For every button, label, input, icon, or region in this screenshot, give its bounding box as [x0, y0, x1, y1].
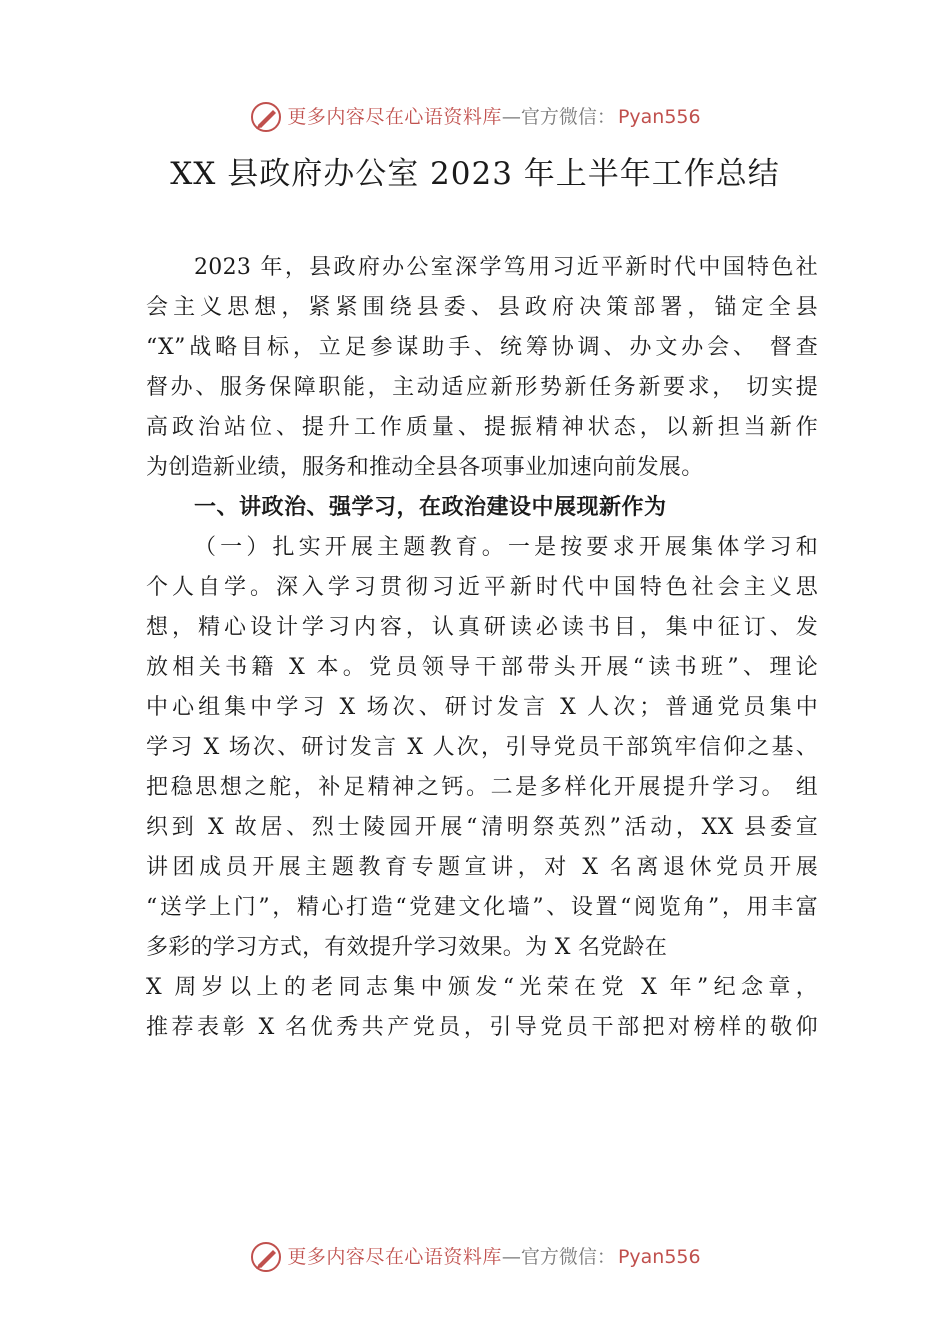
- document-title: XX 县政府办公室 2023 年上半年工作总结: [170, 156, 780, 192]
- intro-line: 会主义思想，紧紧围绕县委、县政府决策部署，锚定全县: [146, 295, 818, 320]
- pen-logo-icon: [249, 100, 283, 134]
- watermark-label: 官方微信：: [520, 106, 616, 128]
- watermark-id: Pyan556: [617, 106, 701, 128]
- intro-line: 高政治站位、提升工作质量、提振精神状态，以新担当新作: [146, 415, 818, 440]
- section-line: 想，精心设计学习内容，认真研读必读书目，集中征订、发: [146, 615, 818, 640]
- watermark-separator: —: [501, 106, 521, 128]
- section-line: 放相关书籍 X 本。党员领导干部带头开展“读书班”、理论: [146, 655, 818, 680]
- watermark-text: 更多内容尽在心语资料库: [287, 106, 502, 128]
- watermark-text: 更多内容尽在心语资料库: [287, 1246, 502, 1268]
- section-line: （一）扎实开展主题教育。一是按要求开展集体学习和: [194, 535, 818, 560]
- watermark-label: 官方微信：: [520, 1246, 616, 1268]
- section-line: 推荐表彰 X 名优秀共产党员，引导党员干部把对榜样的敬仰: [146, 1015, 818, 1040]
- watermark-footer: [0, 1240, 950, 1274]
- section-line: 讲团成员开展主题教育专题宣讲，对 X 名离退休党员开展: [146, 855, 818, 880]
- intro-line: 督办、服务保障职能，主动适应新形势新任务新要求， 切实提: [146, 375, 818, 400]
- intro-line: 2023 年，县政府办公室深学笃用习近平新时代中国特色社: [194, 255, 818, 280]
- intro-line: 为创造新业绩，服务和推动全县各项事业加速向前发展。: [146, 455, 704, 480]
- document-body: [146, 248, 818, 1048]
- section-line: “送学上门”，精心打造“党建文化墙”、设置“阅览角”，用丰富: [146, 895, 818, 920]
- section-line: 多彩的学习方式，有效提升学习效果。为 X 名党龄在: [146, 935, 668, 960]
- section-line: 织到 X 故居、烈士陵园开展“清明祭英烈”活动，XX 县委宣: [146, 815, 818, 840]
- section-line: 把稳思想之舵，补足精神之钙。二是多样化开展提升学习。 组: [146, 775, 818, 800]
- watermark-header: [0, 100, 950, 134]
- section-line: 中心组集中学习 X 场次、研讨发言 X 人次；普通党员集中: [146, 695, 818, 720]
- section-heading: 一、讲政治、强学习，在政治建设中展现新作为: [194, 495, 667, 520]
- pen-logo-icon: [249, 1240, 283, 1274]
- section-line: X 周岁以上的老同志集中颁发“光荣在党 X 年”纪念章，: [146, 975, 818, 1000]
- section-line: 个人自学。深入学习贯彻习近平新时代中国特色社会主义思: [146, 575, 818, 600]
- watermark-separator: —: [501, 1246, 521, 1268]
- section-line: 学习 X 场次、研讨发言 X 人次，引导党员干部筑牢信仰之基、: [146, 735, 818, 760]
- watermark-id: Pyan556: [617, 1246, 701, 1268]
- intro-line: “X”战略目标，立足参谋助手、统筹协调、办文办会、 督查: [146, 335, 818, 360]
